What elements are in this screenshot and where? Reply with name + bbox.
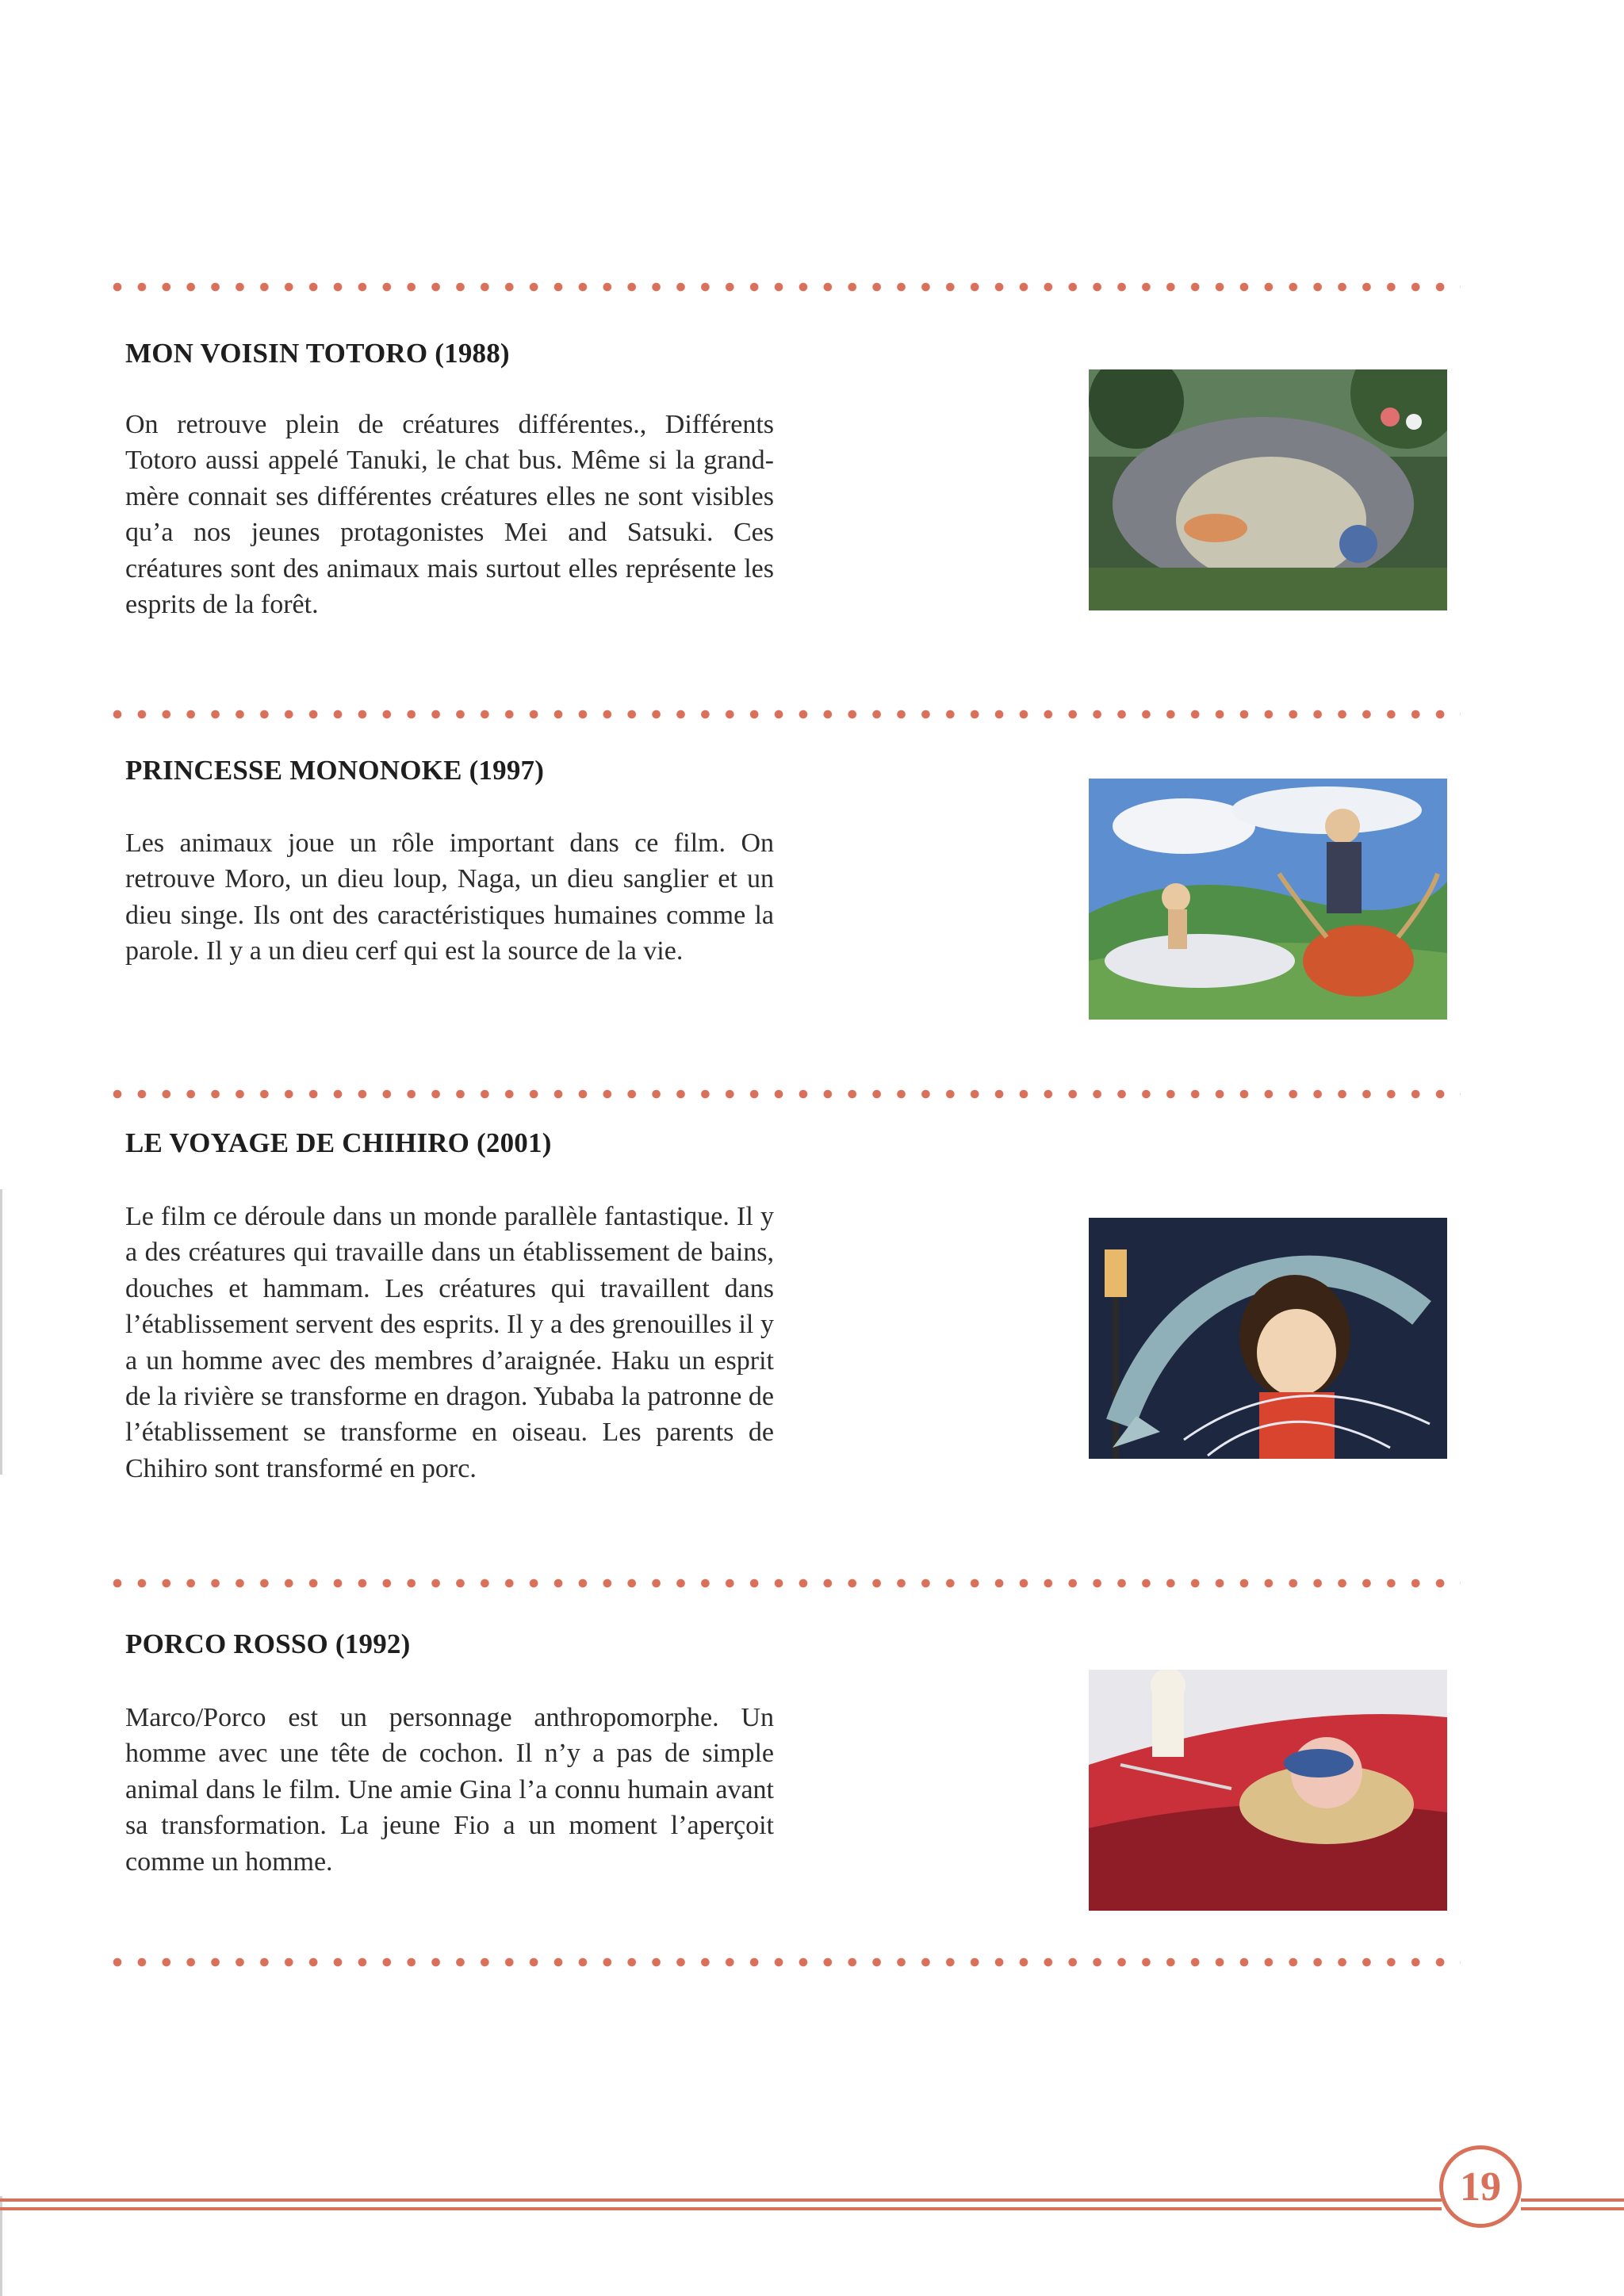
totoro-still-image [1089, 369, 1447, 610]
page-edge-shadow-bottom [0, 2196, 2, 2296]
mononoke-still-image [1089, 779, 1447, 1020]
dotted-divider [113, 1578, 1461, 1588]
section-title: LE VOYAGE DE CHIHIRO (2001) [125, 1127, 552, 1158]
porco-rosso-still-image [1089, 1670, 1447, 1911]
page-number-badge: 19 [1439, 2145, 1522, 2228]
dotted-divider [113, 1089, 1461, 1099]
footer-rule [0, 2198, 1442, 2202]
footer-rule [1521, 2207, 1624, 2210]
chihiro-still-image [1089, 1218, 1447, 1459]
section-text: Les animaux joue un rôle important dans ce film. On retrouve Moro, un dieu loup, Naga, un dieu sanglier et un dieu singe. Ils ont des caractéristiques humaines comme la parole. Il y a un dieu cerf qui est la source de la vie. [125, 828, 774, 966]
section-title: PORCO ROSSO (1992) [125, 1628, 411, 1659]
section-text: On retrouve plein de créatures différentes., Différents Totoro aussi appelé Tanuki, le chat bus. Même si la grand-mère connait ses différentes créatures elles ne sont visibles qu’a nos jeunes protagonistes Mei and Satsuki. Ces créatures sont des animaux mais surtout elles représente les esprits de la forêt. [125, 410, 774, 620]
footer-rule [0, 2207, 1442, 2210]
section-text: Le film ce déroule dans un monde parallèle fantastique. Il y a des créatures qui travaille dans un établissement de bains, douches et hammam. Les créatures qui travaillent dans l’établissement servent des esprits. Il y a des grenouilles il y a un homme avec des membres d’araignée. Haku un esprit de la rivière se transforme en dragon. Yubaba la patronne de l’établissement se transforme en oiseau. Les parents de Chihiro sont transformé en porc. [125, 1202, 774, 1483]
dotted-divider [113, 282, 1461, 292]
section-title: PRINCESSE MONONOKE (1997) [125, 755, 545, 786]
section-title: MON VOISIN TOTORO (1988) [125, 338, 510, 369]
dotted-divider [113, 710, 1461, 719]
dotted-divider [113, 1957, 1461, 1967]
section-text: Marco/Porco est un personnage anthropomorphe. Un homme avec une tête de cochon. Il n’y a pas de simple animal dans le film. Une amie Gina l’a connu humain avant sa transformation. La jeune Fio a un moment l’aperçoit comme un homme. [125, 1703, 774, 1877]
footer-rule [1521, 2198, 1624, 2202]
page-edge-shadow [0, 1189, 2, 1475]
